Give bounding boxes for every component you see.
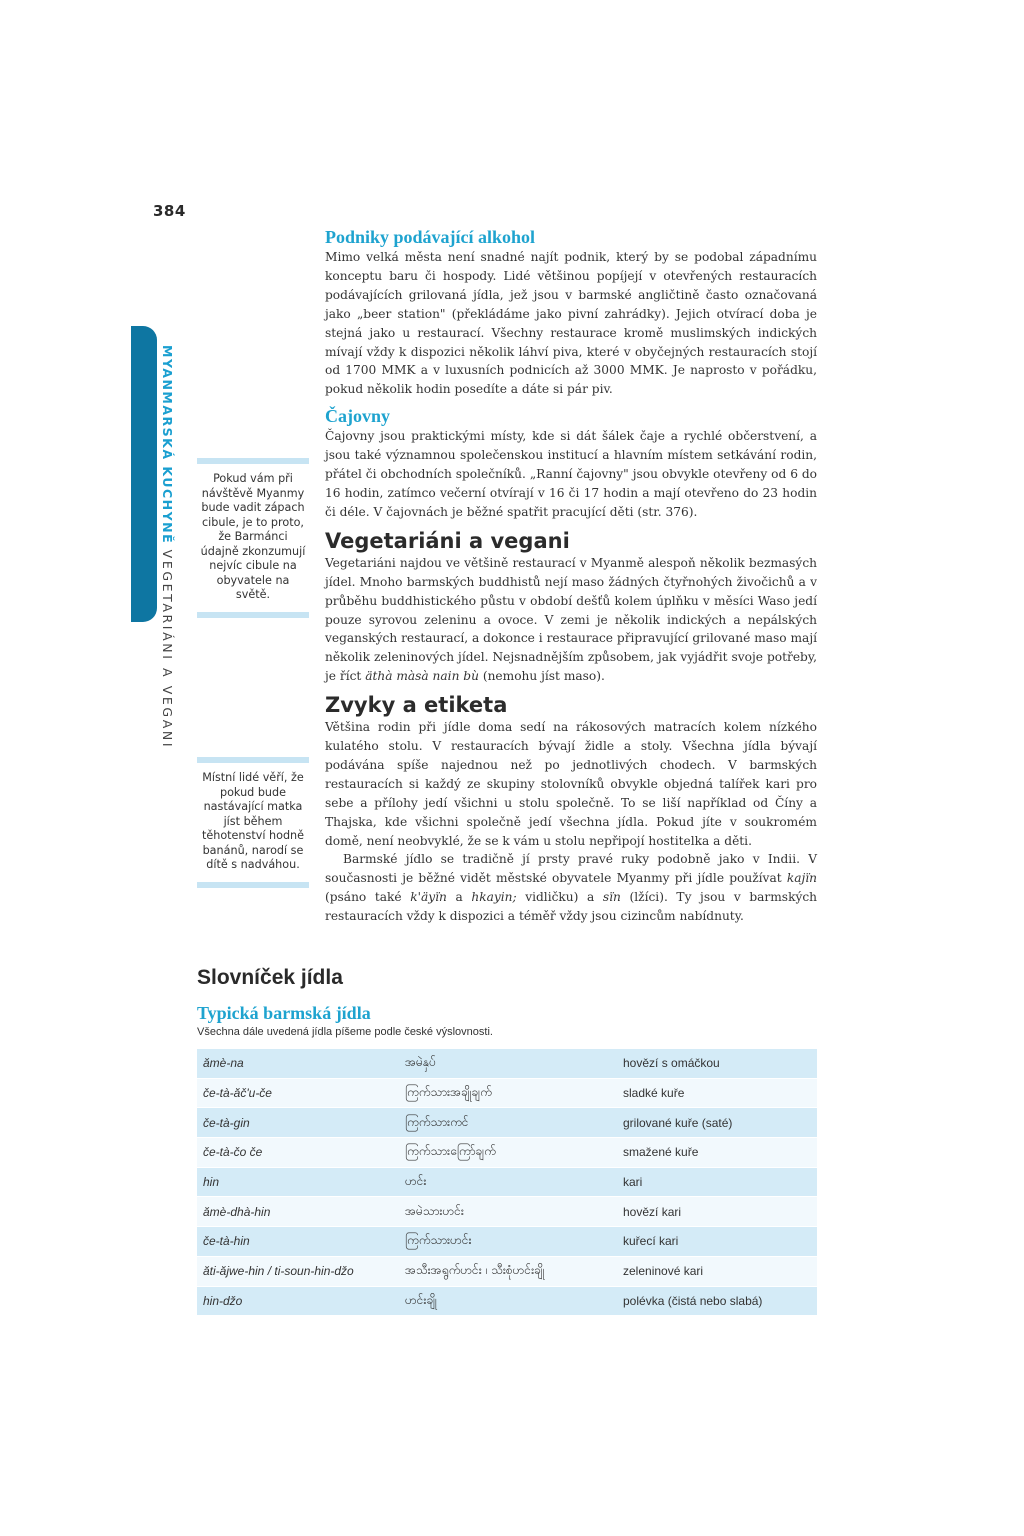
chapter-name: MYANMARSKÁ KUCHYNĚ xyxy=(160,345,175,545)
text-run: vidličku) a xyxy=(516,890,603,905)
burmese-cell: ဟင်း xyxy=(399,1167,611,1197)
czech-cell: hovězí s omáčkou xyxy=(611,1049,817,1078)
burmese-cell: ကြက်သားဟင်း xyxy=(399,1227,611,1257)
text-run: (nemohu jíst maso). xyxy=(478,669,605,684)
paragraph-alcohol: Mimo velká města není snadné najít podnik, který by se podobal západnímu konceptu baru či hospody. Lidé většinou popíjejí v otevřených restauracích podávajících grilovaná jídla, jež jsou v barmské angličtině často označovaná jako „beer station" (překládáme jako pivní zahrádky). Jejich otvírací doba je stejná jako u restaurací. Všechny restaurace kromě muslimských indických mívají vždy k dispozici několik láhví piva, které v obyčejných restauracích stojí od 1700 MMK a v luxusních podnicích až 3000 MMK. Je naprosto v pořádku, pokud několik hodin posedíte a dáte si pár piv. xyxy=(325,250,817,397)
czech-cell: polévka (čistá nebo slabá) xyxy=(611,1286,817,1316)
burmese-word: sïn xyxy=(602,890,621,905)
sidebar-note-bananas xyxy=(198,757,308,888)
table-row xyxy=(197,1197,817,1227)
paragraph-teahouses: Čajovny jsou praktickými místy, kde si dát šálek čaje a rychlé občerstvení, a jsou také významnou společenskou institucí a hlavním místem setkávání rodin, přátel či obchodních společníků. „Ranní čajovny" jsou obvykle otevřeny od 6 do 16 hodin, zatímco večerní otvírají v 16 či 17 hodin a mají otevřeno do 23 hodin či déle. V čajovnách je běžné spatřit pracující děti (str. 376). xyxy=(325,429,817,519)
sidebar-note-onions xyxy=(198,458,308,618)
text-run: (psáno také xyxy=(325,890,411,905)
chapter-side-tab xyxy=(131,326,157,622)
pronunciation-cell: če-tà-hin xyxy=(197,1227,399,1257)
czech-cell: hovězí kari xyxy=(611,1197,817,1227)
heading-teahouses: Čajovny xyxy=(325,406,391,427)
glossary-title: Slovníček jídla xyxy=(197,966,343,989)
heading-vegetarians: Vegetariáni a vegani xyxy=(325,528,570,553)
burmese-word: kajïn xyxy=(786,871,817,886)
table-row xyxy=(197,1078,817,1108)
text-run: Barmské jídlo se tradičně jí prsty pravé ruky podobně jako v Indii. V současnosti je běžné vidět městské obyvatele Myanmy při jídle používat xyxy=(325,852,817,886)
burmese-cell: အသီးအရွက်ဟင်း ၊ သီးစုံဟင်းချို xyxy=(399,1256,611,1286)
burmese-phrase: äthà màsà nain bù xyxy=(365,669,479,684)
heading-customs: Zvyky a etiketa xyxy=(325,693,508,718)
czech-cell: kuřecí kari xyxy=(611,1227,817,1257)
czech-cell: kari xyxy=(611,1167,817,1197)
czech-cell: grilované kuře (saté) xyxy=(611,1108,817,1138)
food-glossary xyxy=(197,965,817,1316)
burmese-cell: ကြက်သားအချိုချက် xyxy=(399,1078,611,1108)
table-row xyxy=(197,1227,817,1257)
paragraph-customs-2 xyxy=(325,850,817,926)
paragraph-customs: Většina rodin při jídle doma sedí na rákosových matracích kolem nízkého kulatého stolu. V restauracích bývají židle a stoly. Všechna jídla bývají podávána spíše najednou než po jednotlivých chodech. V barmských restauracích si každý ze skupiny stolovníků obvykle objedná talířek kari pro sebe a přílohy jedí všichni u stolu společně. To se liší například od Číny a Thajska, kde všichni společně jedí všechna jídla. Pokud jíte v soukromém domě, není neobvyklé, že se k vám u stolu nepřipojí hostitelka a děti. xyxy=(325,720,817,848)
czech-cell: smažené kuře xyxy=(611,1138,817,1168)
text-run: (lžíci). Ty jsou v barmských restauracích vždy k dispozici a téměř vždy jsou cizincům nabídnuty. xyxy=(325,890,818,924)
czech-cell: zeleninové kari xyxy=(611,1256,817,1286)
pronunciation-cell: če-tà-čo če xyxy=(197,1138,399,1168)
table-row xyxy=(197,1167,817,1197)
czech-cell: sladké kuře xyxy=(611,1078,817,1108)
burmese-cell: ကြက်သားကြော်ချက် xyxy=(399,1138,611,1168)
glossary-subtitle: Typická barmská jídla xyxy=(197,1003,371,1023)
pronunciation-cell: ămè-dhà-hin xyxy=(197,1197,399,1227)
paragraph-vegetarians xyxy=(325,554,817,686)
glossary-note: Všechna dále uvedená jídla píšeme podle české výslovnosti. xyxy=(197,1026,493,1038)
burmese-cell: အမဲသားဟင်း xyxy=(399,1197,611,1227)
note-divider xyxy=(197,612,309,618)
burmese-cell: အမဲနှပ် xyxy=(399,1049,611,1078)
note-text: Pokud vám při návštěvě Myanmy bude vadit zápach cibule, je to proto, že Barmánci údajně zkonzumují nejvíc cibule na obyvatele na světě. xyxy=(200,472,306,601)
main-column xyxy=(325,226,817,926)
glossary-table xyxy=(197,1049,817,1316)
page-number: 384 xyxy=(153,202,186,220)
table-row xyxy=(197,1138,817,1168)
table-row xyxy=(197,1286,817,1316)
text-run: a xyxy=(446,890,472,905)
section-name: VEGETARIÁNI A VEGANI xyxy=(160,549,175,750)
burmese-word: hkayin; xyxy=(471,890,517,905)
pronunciation-cell: ămè-na xyxy=(197,1049,399,1078)
pronunciation-cell: če-tà-ăč'u-če xyxy=(197,1078,399,1108)
burmese-cell: ကြက်သားကင် xyxy=(399,1108,611,1138)
pronunciation-cell: hin xyxy=(197,1167,399,1197)
table-row xyxy=(197,1049,817,1078)
text-run: Vegetariáni najdou ve většině restaurací v Myanmě alespoň několik bezmasých jídel. Mnoho barmských buddhistů nejí maso žádných čtyřnohých živočichů a v průběhu buddhistického půstu v období dešťů kolem úplňku v měsíci Waso jedí pouze syrovou zeleninu a ovoce. V zemi je několik indických a nepálských veganských restaurací, a dokonce i restaurace připravující grilované maso mají několik zeleninových jídel. Nejsnadnějším způsobem, jak vyjádřit svoje potřeby, je říct xyxy=(325,555,817,684)
note-divider xyxy=(197,882,309,888)
heading-alcohol: Podniky podávající alkohol xyxy=(325,227,536,247)
chapter-side-label xyxy=(160,345,175,749)
table-row xyxy=(197,1256,817,1286)
burmese-cell: ဟင်းချို xyxy=(399,1286,611,1316)
table-row xyxy=(197,1108,817,1138)
pronunciation-cell: ăti-ăjwe-hin / ti-soun-hin-džo xyxy=(197,1256,399,1286)
pronunciation-cell: če-tà-gin xyxy=(197,1108,399,1138)
burmese-word: k'äyïn xyxy=(410,890,447,905)
pronunciation-cell: hin-džo xyxy=(197,1286,399,1316)
note-text: Místní lidé věří, že pokud bude nastávající matka jíst během těhotenství hodně banánů, narodí se dítě s nadváhou. xyxy=(201,771,305,871)
